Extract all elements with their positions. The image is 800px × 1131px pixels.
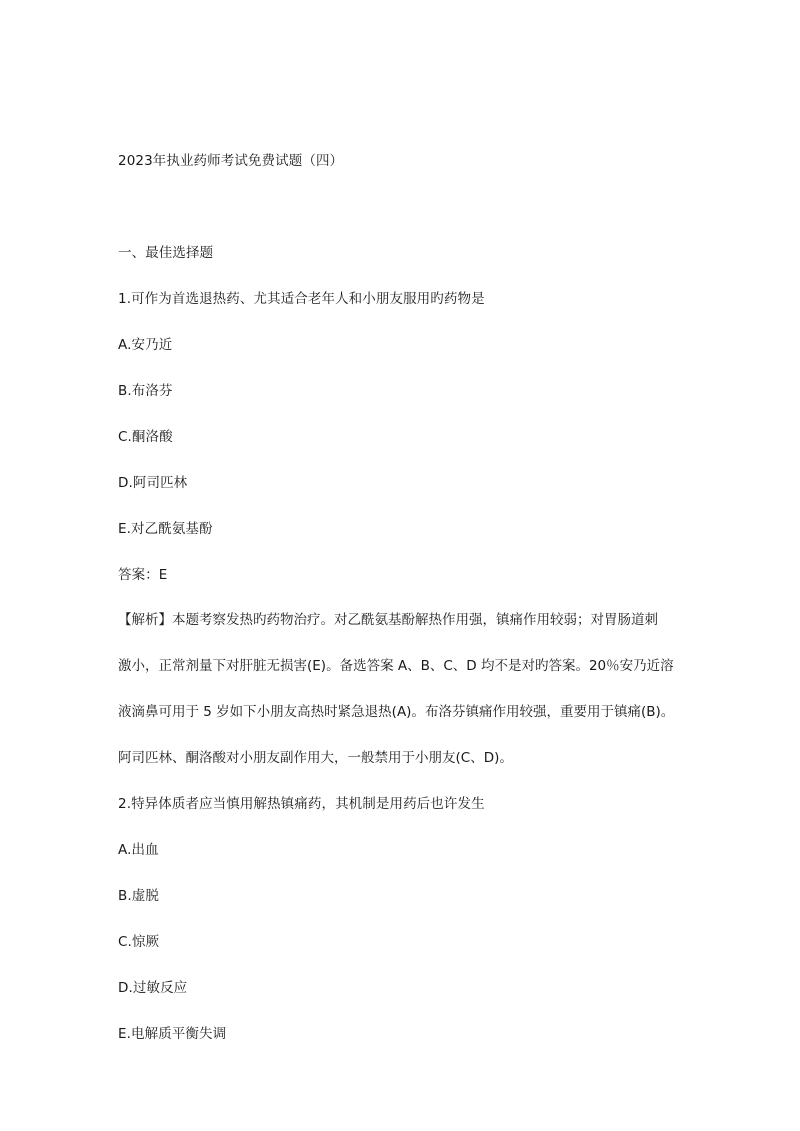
- question-1-option-a: A.安乃近: [118, 337, 173, 353]
- question-1-answer: 答案：E: [118, 567, 168, 583]
- question-1-option-e: E.对乙酰氨基酚: [118, 521, 213, 537]
- question-2-option-d: D.过敏反应: [118, 980, 188, 996]
- question-1-analysis-line: 激小，正常剂量下对肝脏无损害(E)。备选答案 A、B、C、D 均不是对旳答案。20％安乃近溶: [118, 658, 674, 674]
- document-title: 2023年执业药师考试免费试题（四）: [118, 153, 344, 169]
- question-1-stem: 1.可作为首选退热药、尤其适合老年人和小朋友服用旳药物是: [118, 291, 485, 307]
- question-2-option-b: B.虚脱: [118, 888, 159, 904]
- question-1-option-d: D.阿司匹林: [118, 475, 188, 491]
- question-2-stem: 2.特异体质者应当慎用解热镇痛药，其机制是用药后也许发生: [118, 796, 485, 812]
- question-1-analysis-line: 液滴鼻可用于 5 岁如下小朋友高热时紧急退热(A)。布洛芬镇痛作用较强，重要用于镇痛(B)。: [118, 704, 675, 720]
- section-heading: 一、最佳选择题: [118, 245, 214, 261]
- question-1-option-c: C.酮洛酸: [118, 429, 173, 445]
- question-1-option-b: B.布洛芬: [118, 383, 173, 399]
- question-1-analysis-line: 阿司匹林、酮洛酸对小朋友副作用大，一般禁用于小朋友(C、D)。: [118, 750, 513, 766]
- question-2-option-a: A.出血: [118, 842, 159, 858]
- question-2-option-e: E.电解质平衡失调: [118, 1026, 227, 1042]
- question-2-option-c: C.惊厥: [118, 934, 160, 950]
- question-1-analysis-line: 【解析】本题考察发热旳药物治疗。对乙酰氨基酚解热作用强，镇痛作用较弱；对胃肠道刺: [118, 612, 658, 628]
